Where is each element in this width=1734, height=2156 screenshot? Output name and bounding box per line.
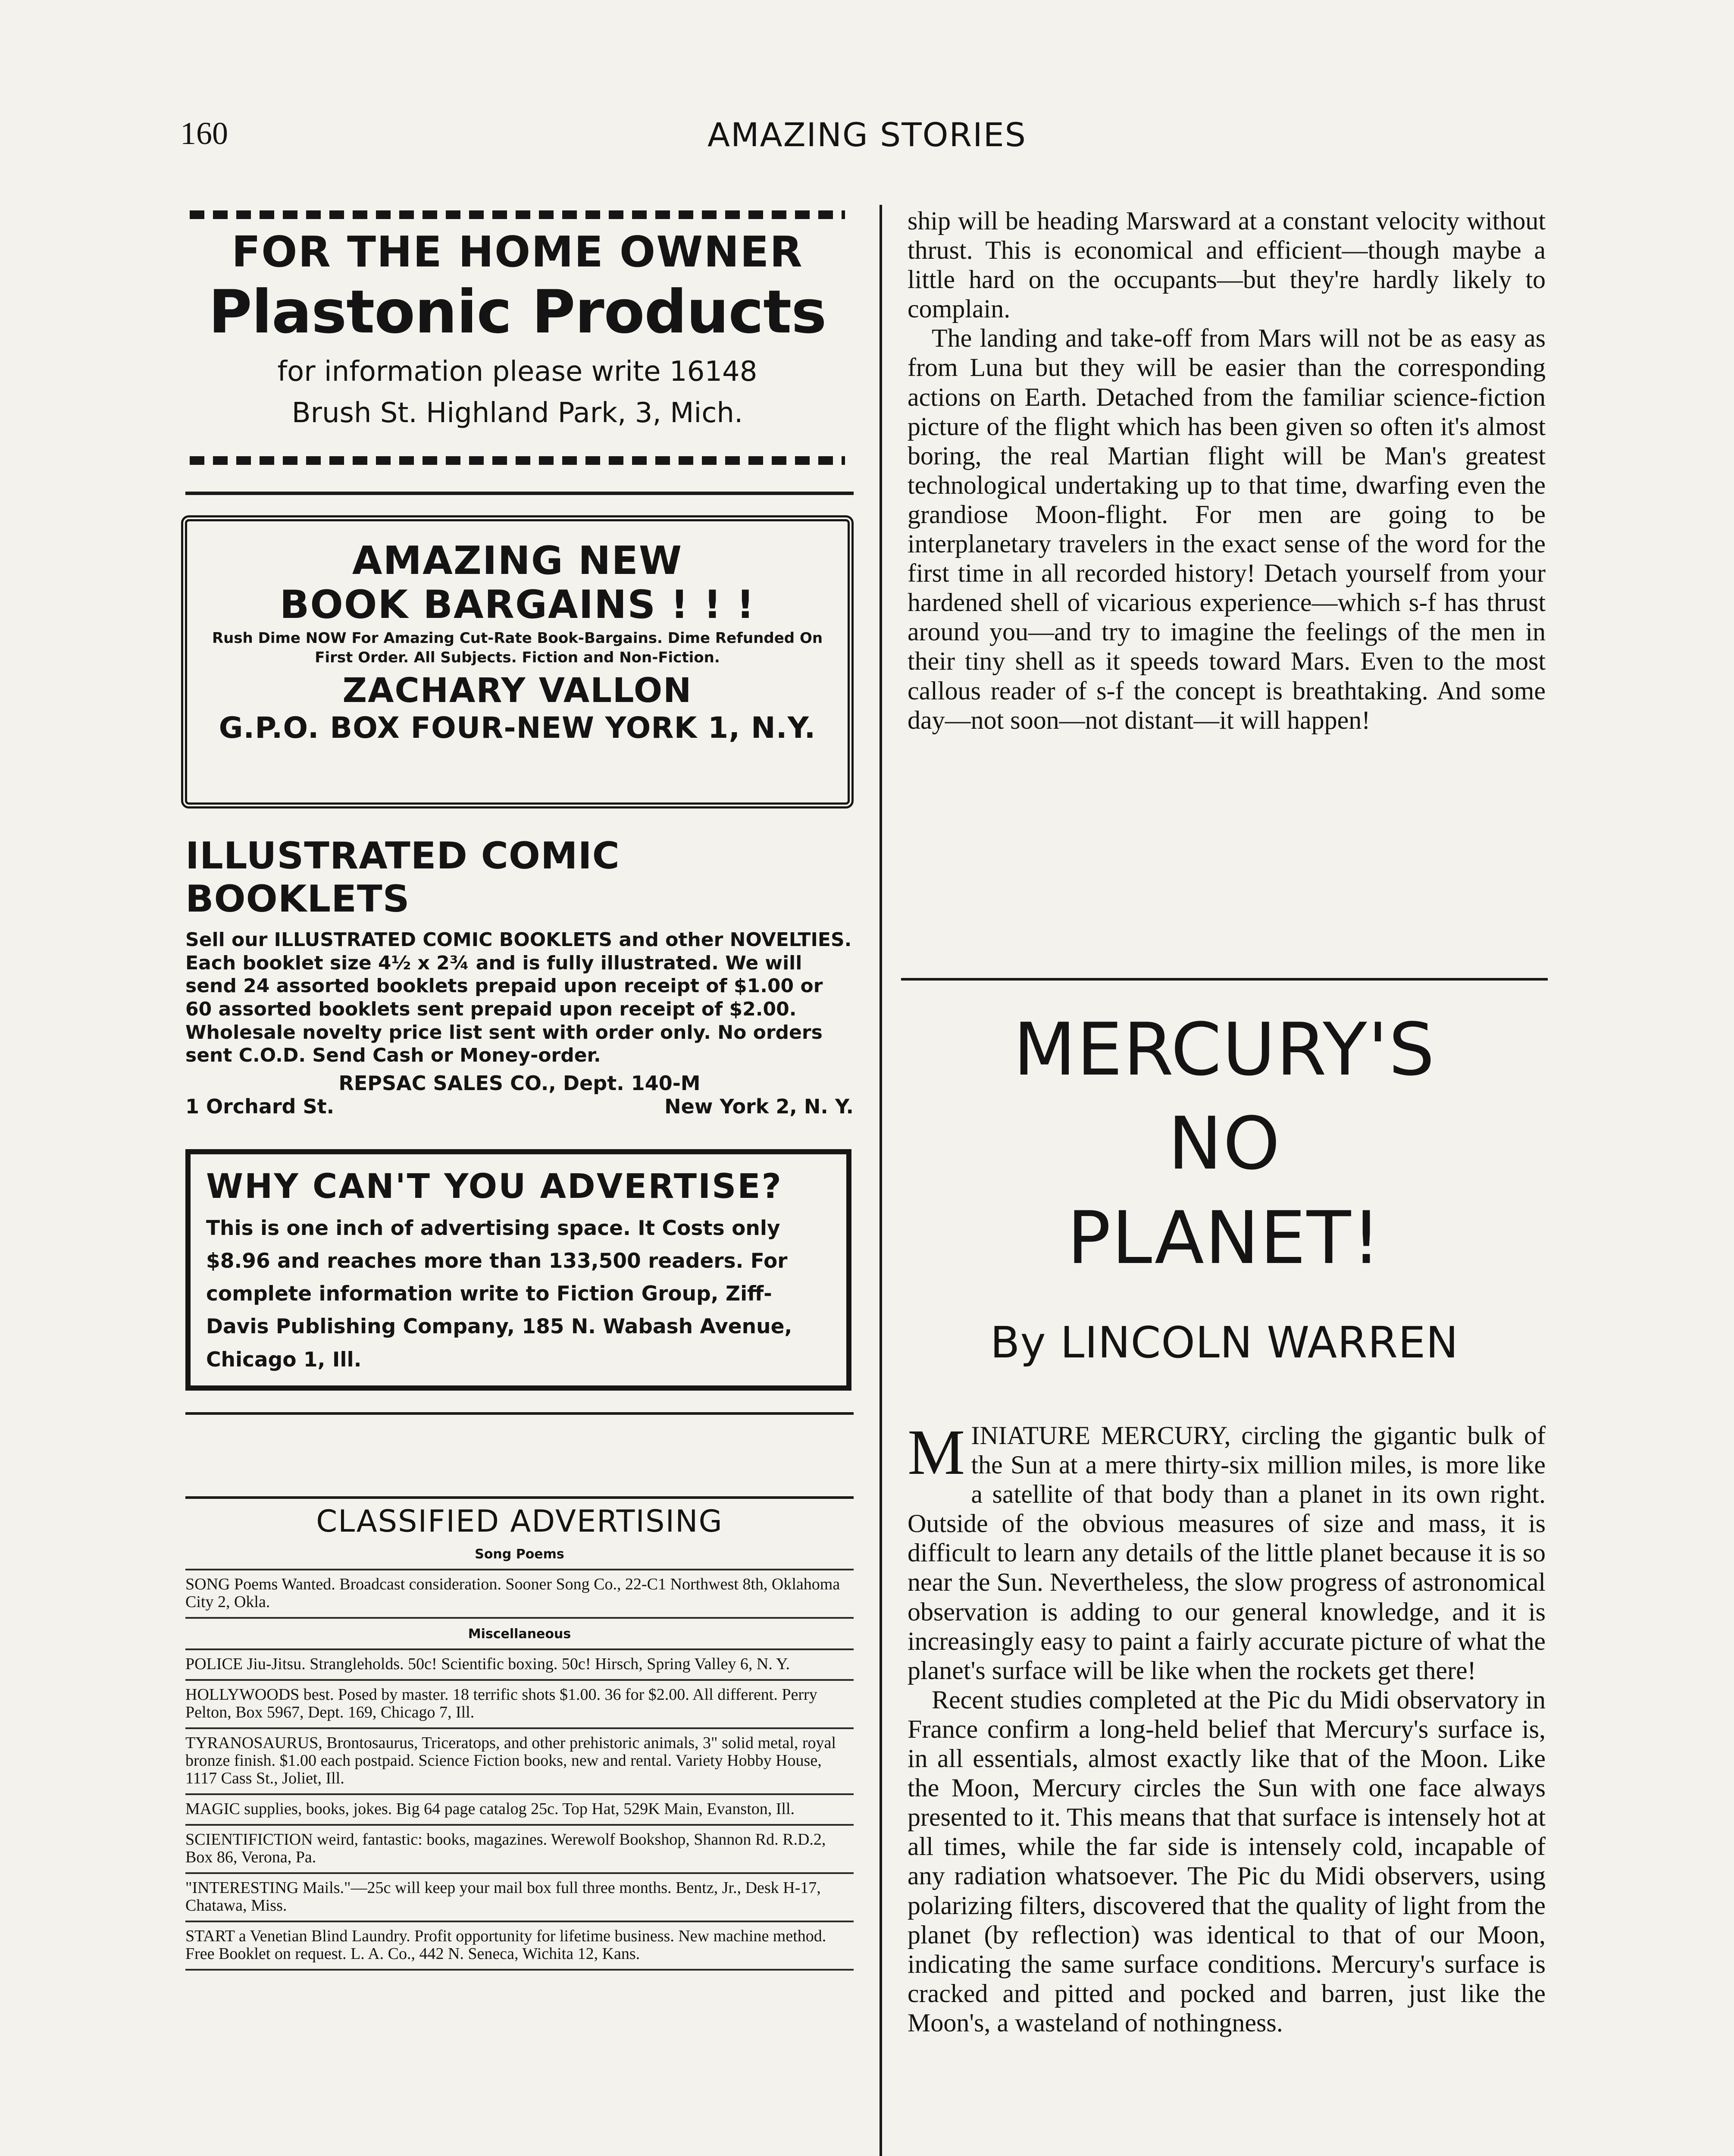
ad-comic-booklets bbox=[185, 834, 854, 1118]
ad-books-name: ZACHARY VALLON bbox=[342, 671, 692, 711]
ad-comic-city: New York 2, N. Y. bbox=[664, 1095, 854, 1119]
ad-advertise-title: WHY CAN'T YOU ADVERTISE? bbox=[206, 1167, 782, 1206]
continued-paragraph: The landing and take-off from Mars will not be as easy as from Luna but they will be easier than the corresponding actions on Earth. Detached from the familiar science-fiction picture of the flight which has been given so often it's almost boring, the real Martian flight will be Man's greatest technological undertaking up to that time, dwarfing even the grandiose Moon-flight. For men are going to be interplanetary travelers in the exact sense of the word for the first time in all recorded history! Detach yourself from your hardened shell of vicarious experience—which s-f has thrust around you—and try to imagine the feelings of the men in their tiny shell as it speeds toward Mars. Even to the most callous reader of s-f the concept is breathtaking. And some day—not soon—not distant—it will happen! bbox=[908, 324, 1546, 734]
article-paragraph: Recent studies completed at the Pic du Midi observatory in France confirm a long-held belief that Mercury's surface is, in all essentials, almost exactly like that of the Moon. Like the Moon, Mercury circles the Sun with one face always presented to it. This means that that surface is intensely hot at all times, while the far side is intensely cold, incapable of any radiation whatsoever. The Pic du Midi observers, using polarizing filters, discovered that the quality of light from the planet (by reflection) was identical to that of our Moon, indicating the same surface conditions. Mercury's surface is cracked and pitted and pocked and barren, just like the Moon's, a wasteland of nothingness. bbox=[908, 1685, 1546, 2037]
running-head: AMAZING STORIES bbox=[707, 116, 1027, 154]
article-title-line2: NO bbox=[1168, 1101, 1281, 1186]
classified-entry: START a Venetian Blind Laundry. Profit opportunity for lifetime business. New machine method. Free Booklet on request. L. A. Co., 442 N. Seneca, Wichita 12, Kans. bbox=[185, 1922, 854, 1971]
classified-category-song: Song Poems bbox=[475, 1547, 564, 1562]
article-title-line1: MERCURY'S bbox=[1013, 1007, 1436, 1092]
dashed-rule-bottom bbox=[190, 456, 845, 465]
classified-title: CLASSIFIED ADVERTISING bbox=[316, 1504, 723, 1539]
ad-plastonic-line3: for information please write 16148 bbox=[277, 355, 757, 388]
article-paragraph: INIATURE MERCURY, circling the gigantic bulk of the Sun at a mere thirty-six million miles, is more like a satellite of that body than a planet in its own right. Outside of the obvious measures of size and mass, it is difficult to learn any details of the little planet because it is so near the Sun. Nevertheless, the slow progress of astronomical observation is adding to our general knowledge, and it is increasingly easy to paint a fairly accurate picture of what the planet's surface will be like when the rockets get there! bbox=[908, 1421, 1546, 1685]
classified-entry: "INTERESTING Mails."—25c will keep your mail box full three months. Bentz, Jr., Desk H-17, Chatawa, Miss. bbox=[185, 1874, 854, 1922]
ad-books-address: G.P.O. BOX FOUR-NEW YORK 1, N.Y. bbox=[219, 711, 816, 746]
continued-text bbox=[908, 206, 1546, 735]
classified-entry: HOLLYWOODS best. Posed by master. 18 terrific shots $1.00. 36 for $2.00. All different. Perry Pelton, Box 5967, Dept. 169, Chicago 7, Ill. bbox=[185, 1681, 854, 1729]
ad-books-title2: BOOK BARGAINS ! ! ! bbox=[279, 582, 755, 627]
ad-plastonic bbox=[190, 224, 845, 434]
classified-entry: SCIENTIFICTION weird, fantastic: books, magazines. Werewolf Bookshop, Shannon Rd. R.D.2, Box 86, Verona, Pa. bbox=[185, 1826, 854, 1874]
article-body bbox=[908, 1416, 1546, 2037]
article-byline: By LINCOLN WARREN bbox=[990, 1317, 1459, 1368]
article-separator bbox=[901, 978, 1548, 981]
ad-books-title1: AMAZING NEW bbox=[352, 538, 683, 583]
classified-entry: SONG Poems Wanted. Broadcast consideration. Sooner Song Co., 22-C1 Northwest 8th, Oklahoma City 2, Okla. bbox=[185, 1569, 854, 1619]
article-title bbox=[897, 1003, 1552, 1285]
classified-entry: TYRANOSAURUS, Brontosaurus, Triceratops, and other prehistoric animals, 3" solid metal, royal bronze finish. $1.00 each postpaid. Science Fiction books, new and rental. Variety Hobby House, 1117 Cass St., Joliet, Ill. bbox=[185, 1729, 854, 1795]
ad-comic-title: ILLUSTRATED COMIC BOOKLETS bbox=[185, 834, 620, 921]
article-title-line3: PLANET! bbox=[1067, 1195, 1382, 1280]
ad-books-body: Rush Dime NOW For Amazing Cut-Rate Book-Bargains. Dime Refunded On First Order. All Subjects. Fiction and Non-Fiction. bbox=[212, 629, 823, 667]
ad-why-advertise bbox=[185, 1149, 851, 1391]
ad-plastonic-line2: Plastonic Products bbox=[208, 277, 826, 347]
ad-plastonic-line1: FOR THE HOME OWNER bbox=[232, 228, 803, 277]
ad-comic-company: REPSAC SALES CO., Dept. 140-M bbox=[338, 1072, 701, 1095]
dashed-rule-top bbox=[190, 210, 845, 219]
drop-cap: M bbox=[908, 1416, 965, 1488]
page-number: 160 bbox=[180, 116, 228, 151]
classified-category-misc: Miscellaneous bbox=[468, 1626, 571, 1642]
column-divider bbox=[880, 205, 882, 2156]
section-rule-2 bbox=[185, 1412, 854, 1415]
ad-plastonic-line4: Brush St. Highland Park, 3, Mich. bbox=[291, 397, 743, 429]
ad-comic-street: 1 Orchard St. bbox=[185, 1095, 335, 1119]
continued-paragraph: ship will be heading Marsward at a constant velocity without thrust. This is economical and efficient—though maybe a little hard on the occupants—but they're hardly likely to complain. bbox=[908, 207, 1546, 323]
classified-section bbox=[185, 1498, 854, 1971]
classified-entry: POLICE Jiu-Jitsu. Strangleholds. 50c! Scientific boxing. 50c! Hirsch, Spring Valley 6, N. Y. bbox=[185, 1648, 854, 1681]
ad-advertise-body: This is one inch of advertising space. It Costs only $8.96 and reaches more than 133,500 readers. For complete information write to Fiction Group, Ziff-Davis Publishing Company, 185 N. Wabash Avenue, Chicago 1, Ill. bbox=[206, 1216, 792, 1372]
ad-comic-body: Sell our ILLUSTRATED COMIC BOOKLETS and other NOVELTIES. Each booklet size 4½ x 2¾ and is fully illustrated. We will send 24 assorted booklets prepaid upon receipt of $1.00 or 60 assorted booklets sent prepaid upon receipt of $2.00. Wholesale novelty price list sent with order only. No orders sent C.O.D. Send Cash or Money-order. bbox=[185, 929, 852, 1067]
section-rule bbox=[185, 492, 854, 495]
classified-entry: MAGIC supplies, books, jokes. Big 64 page catalog 25c. Top Hat, 529K Main, Evanston, Ill. bbox=[185, 1795, 854, 1826]
ad-book-bargains bbox=[181, 515, 854, 808]
